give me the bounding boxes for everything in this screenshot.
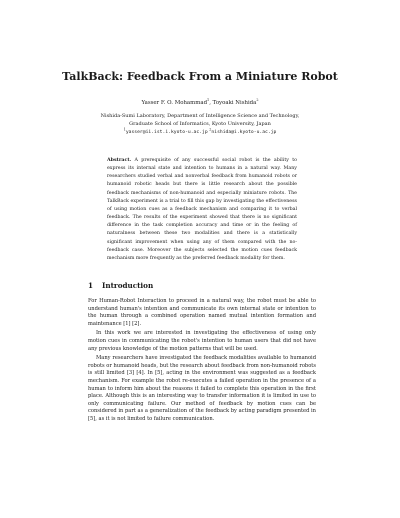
abstract-text: A prerequisite of any successful social robot is the ability to express its internal state and intention to humans in a natural way. Many researchers studied verbal and nonverbal feedback from humanoid robots or humanoid robotic heads but there is little research about the possible feedback mechanisms of non-humanoid and especially miniature robots. The TalkBack experiment is a trial to fill this gap by investigating the effectiveness of using motion cues as a feedback mechanism and comparing it to verbal feedback. The results of the experiment showed that there is no significant difference in the task completion accuracy and time or in the feeling of naturalness between these two modalities and there is a statistically significant improvement when using any of them compared with the no-feedback case. Moreover the subjects selected the motion cues feedback mechanism more frequently as the preferred feedback modality for them. bbox=[107, 158, 297, 261]
author-separator: , bbox=[209, 100, 213, 106]
author-email: yasser@ii.ist.i.kyoto-u.ac.jp bbox=[125, 130, 208, 136]
author-line bbox=[0, 100, 400, 106]
body-paragraph: For Human-Robot Interaction to proceed in a natural way, the robot must be able to understand human's intention and communicate its own internal state or intention to the human through a combined operation named mutual intention formation and maintenance [1] [2]. bbox=[88, 298, 316, 327]
section-heading bbox=[88, 281, 153, 290]
author-name: Toyoaki Nishida bbox=[212, 100, 257, 106]
affiliation-block bbox=[0, 112, 400, 138]
body-paragraph: In this work we are interested in investigating the effectiveness of using only motion cues in communicating the robot's intention to human users that did not have any previous knowledge of the motion patterns that will be used. bbox=[88, 330, 316, 352]
email-footnote-mark: 2 bbox=[209, 127, 212, 132]
section-number: 1 bbox=[88, 281, 94, 290]
paper-title: TalkBack: Feedback From a Miniature Robot bbox=[62, 70, 338, 83]
author-footnote-mark: 1 bbox=[207, 98, 210, 103]
section-title: Introduction bbox=[102, 281, 154, 290]
email-line bbox=[0, 128, 400, 137]
abstract-block bbox=[107, 157, 297, 263]
abstract-label: Abstract. bbox=[107, 158, 132, 163]
email-footnote-mark: 1 bbox=[123, 127, 126, 132]
author-name: Yasser F. O. Mohammad bbox=[141, 100, 208, 106]
author-footnote-mark: 2 bbox=[256, 98, 259, 103]
affiliation-line: Nishida-Sumi Laboratory, Department of Intelligence Science and Technology, bbox=[100, 113, 300, 119]
body-text bbox=[88, 298, 316, 424]
affiliation-line: Graduate School of Informatics, Kyoto University, Japan bbox=[129, 121, 271, 128]
author-email: nishida@i.kyoto-u.ac.jp bbox=[211, 130, 277, 136]
body-paragraph: Many researchers have investigated the feedback modalities available to humanoid robots or humanoid heads, but the research about feedback from non-humanoid robots is still limited [3] [4]. In [5], acting in the environment was suggested as a feedback mechanism. For example the robot re-executes a failed operation in the presence of a human to inform him about the reasons it failed to complete this operation in the first place. Although this is an interesting way to transfer information it is limited in use to only communicating failure. Our method of feedback by motion cues can be considered in part as a generalization of the feedback by acting paradigm presented in [5], as it is not limited to failure communication. bbox=[88, 355, 316, 422]
